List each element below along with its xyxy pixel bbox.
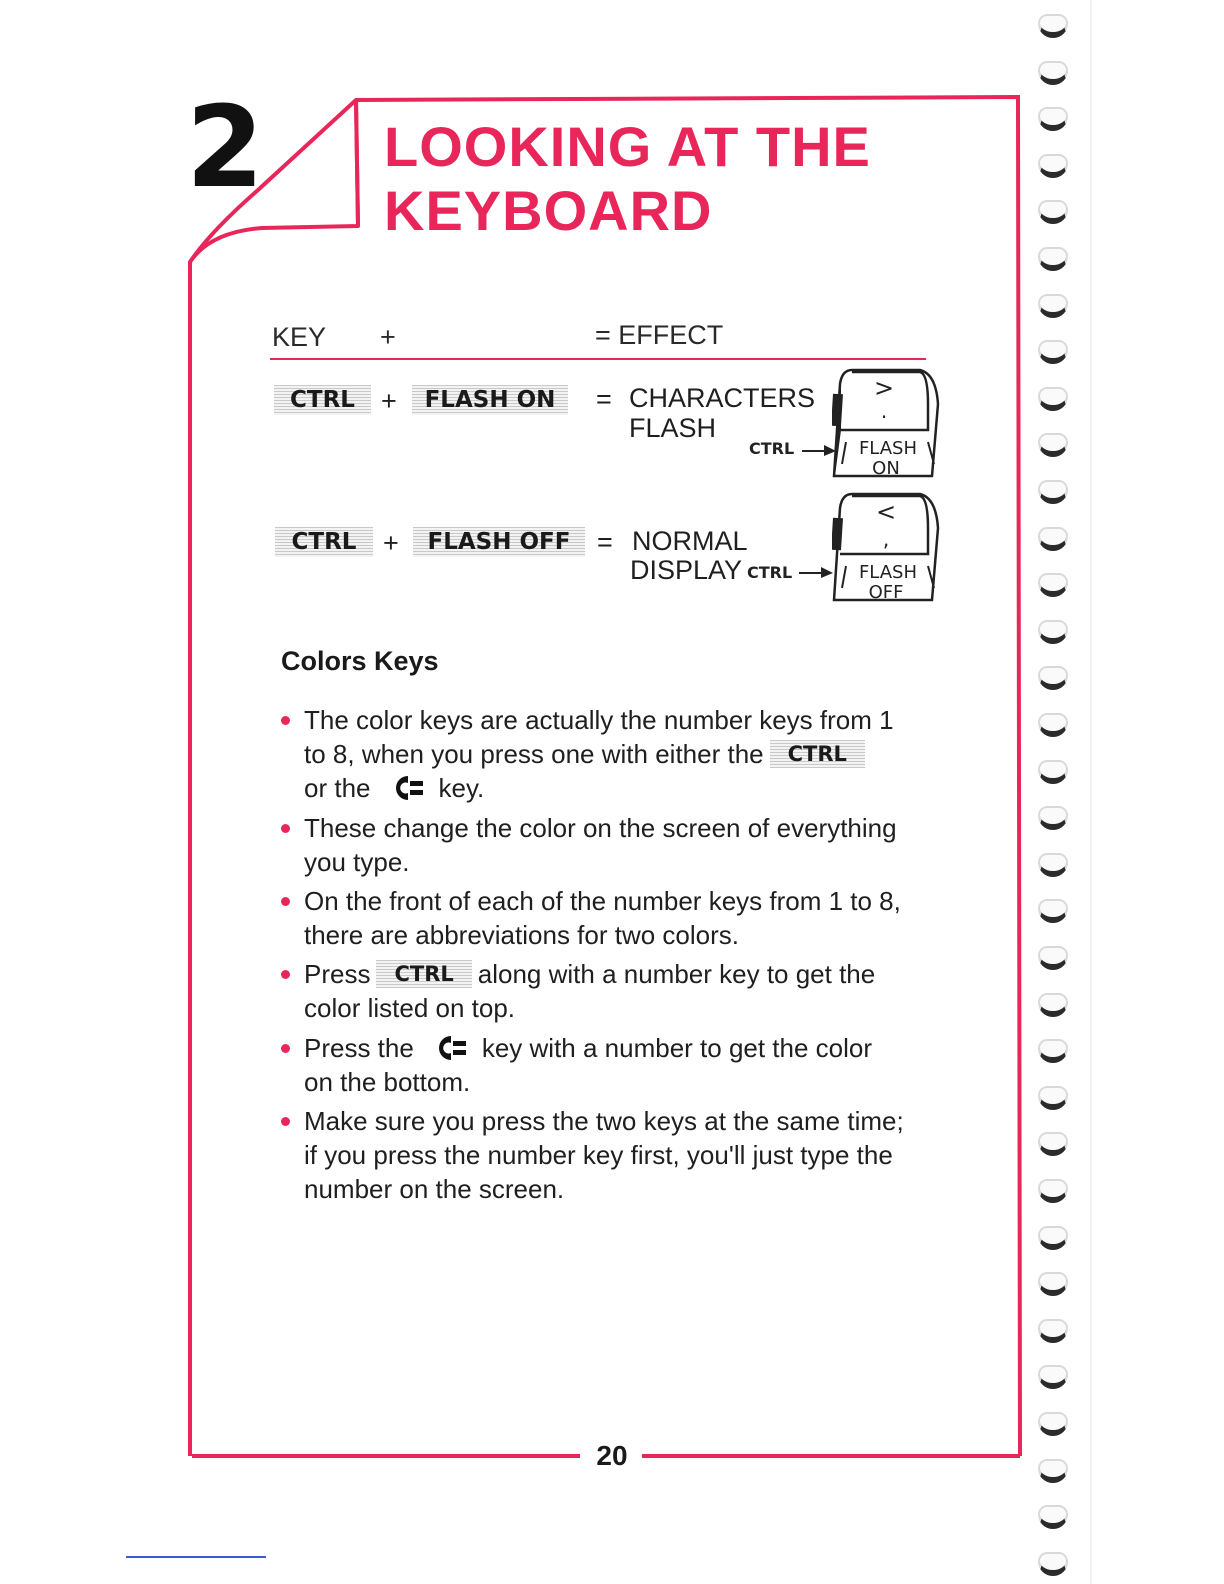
row2-effect-line2: DISPLAY [630, 555, 743, 585]
flash-off-keycap-icon [832, 488, 942, 608]
bullet-dot [281, 970, 290, 979]
bullet-dot [281, 1117, 290, 1126]
bullet1-line3: or the [304, 773, 371, 803]
bullet-dot [281, 824, 290, 833]
chapter-title-line2: KEYBOARD [384, 179, 713, 242]
row2-ctrl-pointer: CTRL [747, 563, 793, 582]
ctrl-key-inline: CTRL [376, 960, 471, 988]
flash-on-keycap-icon [832, 364, 942, 484]
bullet-dot [281, 716, 290, 725]
bullet-item [281, 957, 961, 1025]
ctrl-key-inline: CTRL [770, 740, 865, 768]
bullet2-line1: These change the color on the screen of everything [304, 813, 897, 843]
section-title: Colors Keys [281, 646, 439, 676]
keycap2-bottom2: OFF [868, 582, 904, 603]
row1-equals: = [596, 384, 612, 414]
bullet3-line1: On the front of each of the number keys from 1 to 8, [304, 886, 901, 916]
bullet-item [281, 1031, 961, 1099]
bullet2-line2: you type. [304, 847, 410, 877]
bullet5-line1-start: Press the [304, 1033, 414, 1063]
commodore-key-icon [434, 1033, 468, 1063]
keycap2-top: < [875, 498, 897, 526]
keycap1-mid: . [880, 399, 888, 423]
page-number: 20 [584, 1440, 640, 1472]
row1-effect-line2: FLASH [629, 413, 717, 443]
row1-plus: + [381, 386, 397, 416]
bullet4-line1-start: Press [304, 959, 371, 989]
keycap1-bottom2: ON [872, 458, 900, 479]
chapter-number: 2 [186, 83, 262, 213]
arrow-right-icon [797, 563, 837, 583]
row1-ctrl-pointer: CTRL [749, 439, 795, 458]
bullet5-line2: on the bottom. [304, 1067, 471, 1097]
bullet4-line2: color listed on top. [304, 993, 516, 1023]
bullet1-line3-end: key. [438, 773, 485, 803]
bullet6-line3: number on the screen. [304, 1174, 565, 1204]
keycap1-top: > [873, 374, 895, 402]
header-key: KEY [272, 322, 327, 352]
bullet6-line2: if you press the number key first, you'll just type the [304, 1140, 893, 1170]
chapter-title-line1: LOOKING AT THE [384, 115, 871, 178]
bullet6-line1: Make sure you press the two keys at the same time; [304, 1106, 904, 1136]
flash-off-key-label: FLASH OFF [413, 527, 585, 557]
row1-effect-line1: CHARACTERS [629, 383, 816, 413]
bullet5-line1-end: key with a number to get the color [481, 1033, 873, 1063]
row2-equals: = [597, 527, 613, 557]
keycap2-mid: , [882, 527, 890, 551]
bullet-item [281, 811, 961, 879]
keycap1-bottom1: FLASH [858, 438, 918, 459]
bullet3-line2: there are abbreviations for two colors. [304, 920, 739, 950]
bullet4-line1-end: along with a number key to get the [477, 959, 876, 989]
header-divider [270, 358, 926, 360]
flash-on-key-label: FLASH ON [412, 385, 568, 415]
footer-underline [126, 1556, 266, 1558]
bullet1-line2: to 8, when you press one with either the [304, 739, 764, 769]
bullet-item [281, 703, 961, 805]
commodore-key-icon [391, 773, 425, 803]
header-effect: = EFFECT [595, 320, 724, 350]
ctrl-key-label: CTRL [274, 385, 371, 415]
row2-effect-line1: NORMAL [632, 526, 748, 556]
keycap2-bottom1: FLASH [858, 562, 918, 583]
bullet-item [281, 1104, 961, 1206]
header-plus: + [380, 322, 396, 352]
bullet-item [281, 884, 961, 952]
ctrl-key-label-2: CTRL [275, 527, 373, 557]
bullet-dot [281, 1044, 290, 1053]
row2-plus: + [383, 528, 399, 558]
bullet1-line1: The color keys are actually the number keys from 1 [304, 705, 894, 735]
chapter-title [384, 115, 871, 243]
bullet-dot [281, 897, 290, 906]
